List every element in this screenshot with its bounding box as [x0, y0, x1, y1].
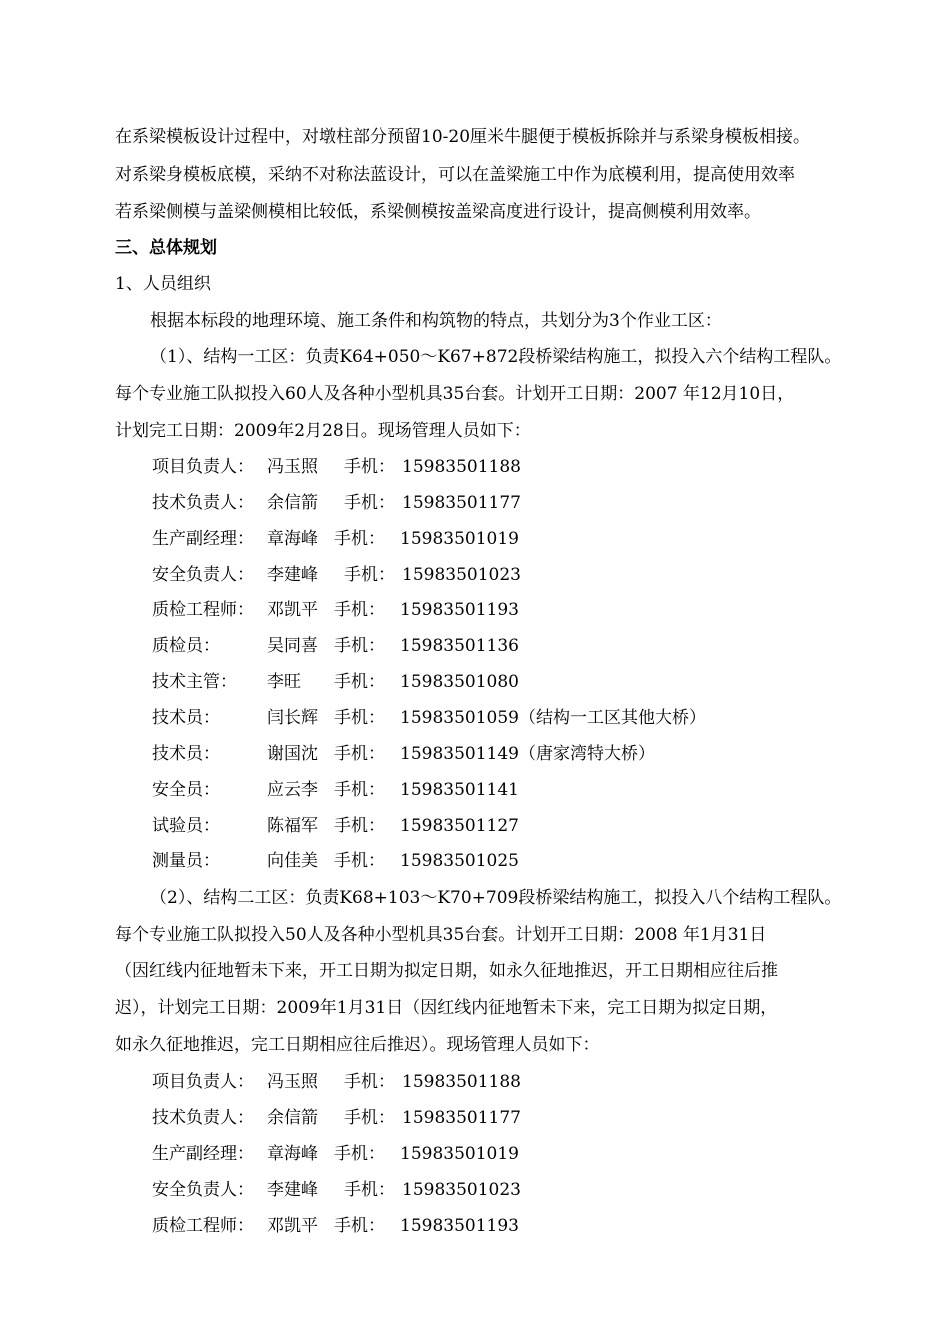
staff-role: 生产副经理：	[152, 1144, 254, 1164]
staff-name: 陈福军	[267, 816, 318, 836]
phone-label: 手机：	[334, 851, 385, 871]
intro-line: 根据本标段的地理环境、施工条件和构筑物的特点，共划分为3个作业工区：	[150, 311, 722, 331]
staff-name: 李建峰	[267, 565, 318, 585]
staff-role: 项目负责人：	[152, 1072, 254, 1092]
staff-name: 应云李	[267, 780, 318, 800]
paragraph-line: 对系梁身模板底模，采纳不对称法蓝设计，可以在盖梁施工中作为底模利用，提高使用效率	[115, 165, 795, 185]
staff-role: 质检工程师：	[152, 600, 254, 620]
zone2-line: 每个专业施工队拟投入50人及各种小型机具35台套。计划开工日期：2008 年1月31日	[115, 925, 767, 945]
phone-label: 手机：	[334, 672, 385, 692]
phone-label: 手机：	[344, 457, 395, 477]
zone2-line: （2）、结构二工区：负责K68+103～K70+709段桥梁结构施工，拟投入八个结构工程队。	[150, 888, 842, 908]
staff-phone: 15983501059（结构一工区其他大桥）	[400, 708, 706, 728]
staff-phone: 15983501136	[400, 636, 519, 656]
staff-phone: 15983501023	[402, 565, 521, 585]
staff-name: 李旺	[267, 672, 301, 692]
staff-name: 向佳美	[267, 851, 318, 871]
staff-role: 项目负责人：	[152, 457, 254, 477]
staff-phone: 15983501188	[402, 457, 521, 477]
paragraph-line: 若系梁侧模与盖梁侧模相比较低，系梁侧模按盖梁高度进行设计，提高侧模利用效率。	[115, 202, 761, 222]
zone1-line: 每个专业施工队拟投入60人及各种小型机具35台套。计划开工日期：2007 年12月10日，	[115, 384, 795, 404]
phone-label: 手机：	[334, 1216, 385, 1236]
phone-label: 手机：	[334, 708, 385, 728]
zone2-line: 迟），计划完工日期：2009年1月31日（因红线内征地暂未下来，完工日期为拟定日期，	[115, 998, 778, 1018]
staff-name: 谢国沈	[267, 744, 318, 764]
staff-phone: 15983501193	[400, 1216, 519, 1236]
zone2-line: 如永久征地推迟，完工日期相应往后推迟）。现场管理人员如下：	[115, 1035, 600, 1055]
phone-label: 手机：	[334, 1144, 385, 1164]
staff-phone: 15983501127	[400, 816, 519, 836]
phone-label: 手机：	[344, 1072, 395, 1092]
staff-name: 邓凯平	[267, 600, 318, 620]
staff-role: 质检员：	[152, 636, 220, 656]
staff-phone: 15983501149（唐家湾特大桥）	[400, 744, 655, 764]
phone-label: 手机：	[334, 744, 385, 764]
staff-role: 技术员：	[152, 744, 220, 764]
phone-label: 手机：	[344, 493, 395, 513]
staff-phone: 15983501193	[400, 600, 519, 620]
phone-label: 手机：	[344, 565, 395, 585]
zone1-line: 计划完工日期：2009年2月28日。现场管理人员如下：	[115, 421, 531, 441]
phone-label: 手机：	[334, 816, 385, 836]
staff-phone: 15983501177	[402, 493, 521, 513]
staff-name: 邓凯平	[267, 1216, 318, 1236]
staff-name: 吴同喜	[267, 636, 318, 656]
staff-role: 安全负责人：	[152, 565, 254, 585]
zone1-line: （1）、结构一工区：负责K64+050～K67+872段桥梁结构施工，拟投入六个结构工程队。	[150, 347, 842, 367]
staff-role: 测量员：	[152, 851, 220, 871]
staff-name: 章海峰	[267, 529, 318, 549]
subsection-heading: 1、人员组织	[115, 274, 211, 294]
zone2-line: （因红线内征地暂未下来，开工日期为拟定日期，如永久征地推迟，开工日期相应往后推	[115, 961, 778, 981]
staff-name: 余信箭	[267, 1108, 318, 1128]
staff-phone: 15983501019	[400, 529, 519, 549]
staff-phone: 15983501023	[402, 1180, 521, 1200]
staff-role: 技术员：	[152, 708, 220, 728]
paragraph-line: 在系梁模板设计过程中，对墩柱部分预留10-20厘米牛腿便于模板拆除并与系梁身模板相接。	[115, 127, 811, 147]
staff-name: 余信箭	[267, 493, 318, 513]
staff-phone: 15983501141	[400, 780, 519, 800]
staff-name: 李建峰	[267, 1180, 318, 1200]
staff-role: 技术负责人：	[152, 1108, 254, 1128]
phone-label: 手机：	[334, 636, 385, 656]
staff-role: 技术主管：	[152, 672, 237, 692]
phone-label: 手机：	[344, 1180, 395, 1200]
staff-role: 试验员：	[152, 816, 220, 836]
staff-phone: 15983501177	[402, 1108, 521, 1128]
staff-role: 质检工程师：	[152, 1216, 254, 1236]
staff-phone: 15983501025	[400, 851, 519, 871]
staff-name: 冯玉照	[267, 457, 318, 477]
staff-name: 闫长辉	[267, 708, 318, 728]
phone-label: 手机：	[334, 529, 385, 549]
staff-role: 生产副经理：	[152, 529, 254, 549]
staff-role: 安全负责人：	[152, 1180, 254, 1200]
section-heading: 三、总体规划	[115, 238, 217, 258]
staff-phone: 15983501019	[400, 1144, 519, 1164]
staff-phone: 15983501080	[400, 672, 519, 692]
staff-name: 章海峰	[267, 1144, 318, 1164]
staff-role: 安全员：	[152, 780, 220, 800]
staff-role: 技术负责人：	[152, 493, 254, 513]
phone-label: 手机：	[334, 780, 385, 800]
phone-label: 手机：	[344, 1108, 395, 1128]
staff-name: 冯玉照	[267, 1072, 318, 1092]
staff-phone: 15983501188	[402, 1072, 521, 1092]
phone-label: 手机：	[334, 600, 385, 620]
